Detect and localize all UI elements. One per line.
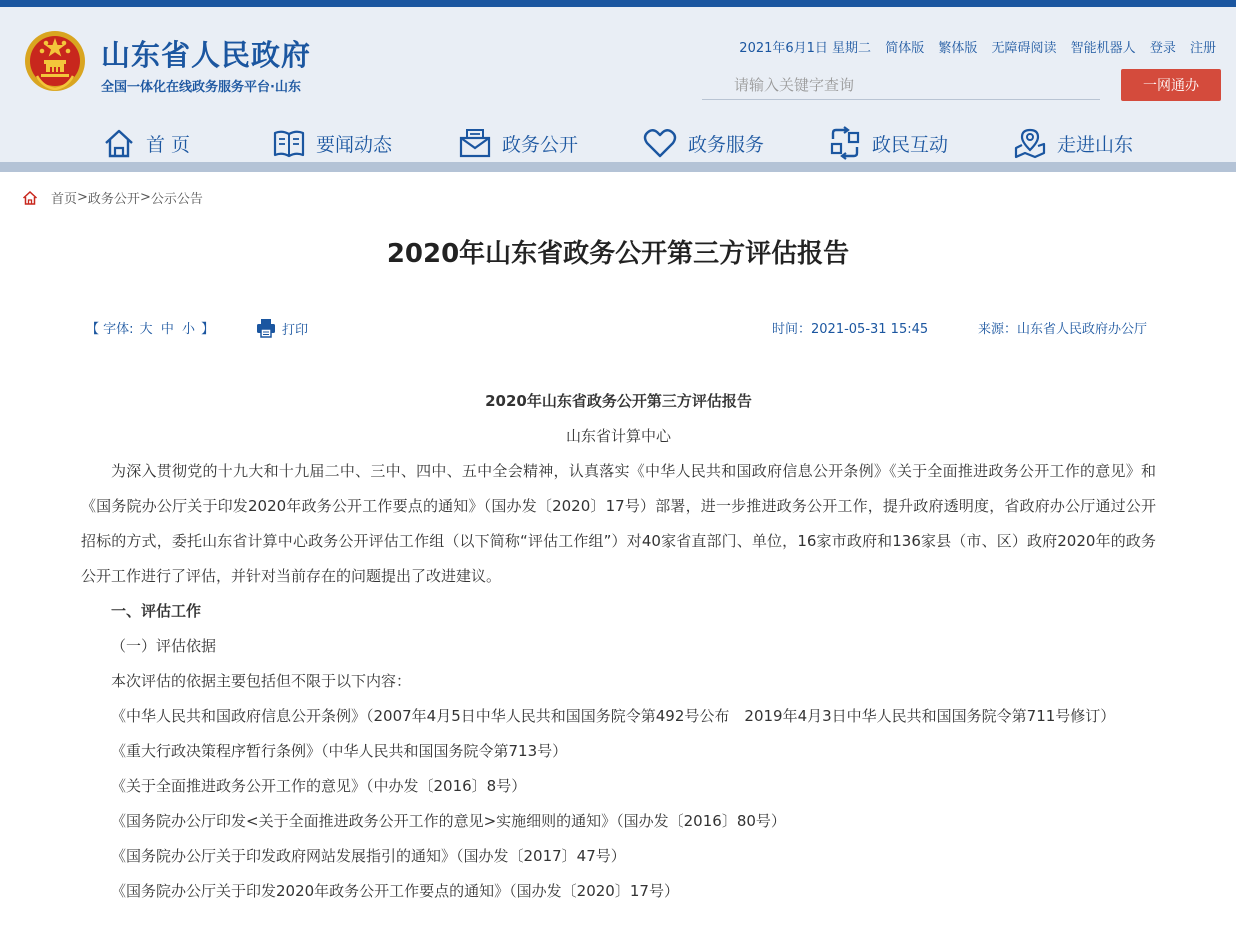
main-nav xyxy=(0,120,1236,166)
site-title[interactable]: 山东省人民政府 xyxy=(101,38,312,72)
subsection-heading: （一）评估依据 xyxy=(111,637,217,655)
font-large-button[interactable]: 大 xyxy=(139,322,153,337)
nav-interaction[interactable] xyxy=(828,120,948,166)
article-paragraph: 为深入贯彻党的十九大和十九届二中、三中、四中、五中全会精神，认真落实《中华人民共和国政府信息公开条例》《关于全面推进政务公开工作的意见》和《国务院办公厅关于印发2020年政务公开工作要点的通知》（国办发〔2020〕17号）部署，进一步推进政务公开工作，提升政府透明度，省政府办公厅通过公开招标的方式，委托山东省计算中心政务公开评估工作组（以下简称“评估工作组”）对40家省直部门、单位，16家市政府和136家县（市、区）政府2020年的政务公开工作进行了评估，并针对当前存在的问题提出了改进建议。 xyxy=(81,462,1156,585)
article-heading: 2020年山东省政务公开第三方评估报告 xyxy=(485,392,752,410)
login-link[interactable]: 登录 xyxy=(1149,41,1176,56)
accessible-reading-link[interactable]: 无障碍阅读 xyxy=(991,41,1057,56)
section-heading: 一、评估工作 xyxy=(111,602,202,620)
site-header xyxy=(0,7,1236,162)
traditional-link[interactable]: 繁体版 xyxy=(938,41,978,56)
article-author: 山东省计算中心 xyxy=(565,427,671,445)
top-color-bar xyxy=(0,0,1236,7)
nav-home-label: 首 页 xyxy=(146,133,191,156)
print-button[interactable] xyxy=(256,318,308,338)
nav-gov-service[interactable] xyxy=(642,120,764,166)
source: 来源：山东省人民政府办公厅 xyxy=(978,322,1148,337)
national-emblem-icon xyxy=(23,29,87,93)
font-size-label: 【 字体: xyxy=(86,322,134,337)
nav-interaction-label: 政民互动 xyxy=(872,133,949,156)
font-medium-button[interactable]: 中 xyxy=(160,322,174,337)
font-size-controls xyxy=(86,318,214,337)
search-box xyxy=(702,70,1100,100)
nav-news[interactable] xyxy=(272,120,392,166)
basis-item: 《关于全面推进政务公开工作的意见》（中办发〔2016〕8号） xyxy=(111,777,527,795)
printer-icon xyxy=(256,318,276,338)
breadcrumb-current[interactable]: 公示公告 xyxy=(150,192,203,207)
smart-robot-link[interactable]: 智能机器人 xyxy=(1070,41,1136,56)
nav-gov-open[interactable] xyxy=(458,120,578,166)
basis-item: 《国务院办公厅印发<关于全面推进政务公开工作的意见>实施细则的通知》（国办发〔2016〕80号） xyxy=(111,812,786,830)
nav-home[interactable] xyxy=(102,120,190,166)
onenet-button[interactable]: 一网通办 xyxy=(1121,69,1221,101)
breadcrumb-separator: > xyxy=(139,190,151,205)
nav-divider xyxy=(0,162,1236,172)
font-size-label-close: 】 xyxy=(201,322,215,337)
nav-about-shandong-label: 走进山东 xyxy=(1057,133,1134,156)
article-body xyxy=(81,384,1156,909)
nav-about-shandong[interactable] xyxy=(1013,120,1133,166)
breadcrumb-section[interactable]: 政务公开 xyxy=(87,192,140,207)
register-link[interactable]: 注册 xyxy=(1189,41,1216,56)
site-subtitle[interactable]: 全国一体化在线政务服务平台·山东 xyxy=(101,80,301,95)
breadcrumb-home[interactable]: 首页 xyxy=(51,192,78,207)
nav-news-label: 要闻动态 xyxy=(316,133,393,156)
nav-gov-open-label: 政务公开 xyxy=(502,133,579,156)
basis-item: 《重大行政决策程序暂行条例》（中华人民共和国国务院令第713号） xyxy=(111,742,568,760)
breadcrumb xyxy=(22,188,203,207)
mail-icon xyxy=(458,126,492,160)
print-label: 打印 xyxy=(282,322,309,338)
article-paragraph: 本次评估的依据主要包括但不限于以下内容： xyxy=(111,672,412,690)
exchange-icon xyxy=(828,126,862,160)
breadcrumb-separator: > xyxy=(77,190,88,205)
simplified-link[interactable]: 简体版 xyxy=(885,41,925,56)
search-input[interactable] xyxy=(702,70,1100,99)
heart-icon xyxy=(642,126,678,160)
page-title: 2020年山东省政务公开第三方评估报告 xyxy=(386,239,850,269)
map-pin-icon xyxy=(1013,126,1047,160)
nav-gov-service-label: 政务服务 xyxy=(688,133,765,156)
current-date: 2021年6月1日 星期二 xyxy=(739,41,872,56)
book-icon xyxy=(272,126,306,160)
publish-time: 时间：2021-05-31 15:45 xyxy=(772,322,929,337)
basis-item: 《中华人民共和国政府信息公开条例》（2007年4月5日中华人民共和国国务院令第492号公布 2019年4月3日中华人民共和国国务院令第711号修订） xyxy=(111,707,1116,725)
font-small-button[interactable]: 小 xyxy=(181,322,195,337)
basis-item: 《国务院办公厅关于印发政府网站发展指引的通知》（国办发〔2017〕47号） xyxy=(111,847,626,865)
basis-item: 《国务院办公厅关于印发2020年政务公开工作要点的通知》（国办发〔2020〕17号） xyxy=(111,882,679,900)
home-icon xyxy=(102,126,136,160)
home-icon[interactable] xyxy=(22,190,38,206)
utility-bar xyxy=(739,37,1216,56)
